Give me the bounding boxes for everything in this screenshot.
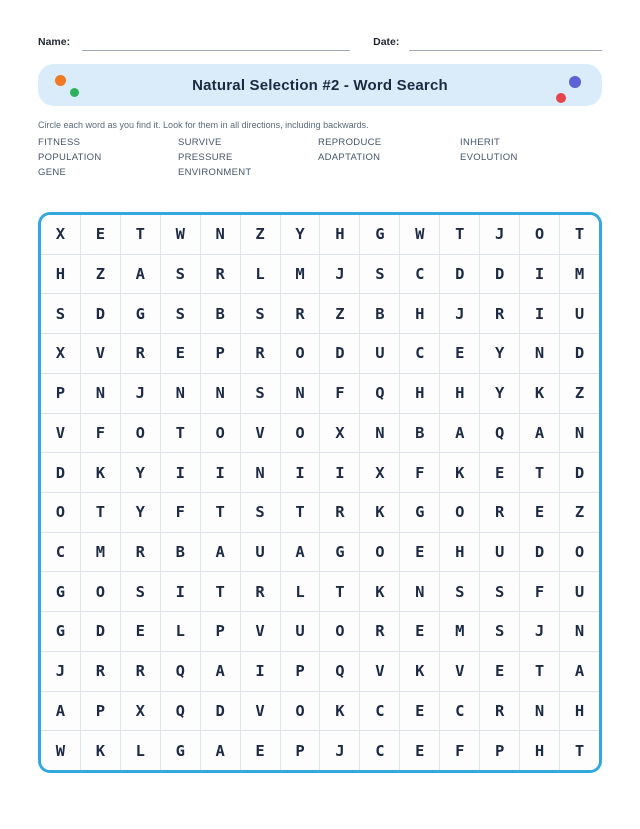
grid-cell[interactable]: N (520, 334, 559, 373)
grid-cell[interactable]: L (161, 612, 200, 651)
grid-cell[interactable]: O (360, 533, 399, 572)
grid-cell[interactable]: T (81, 493, 120, 532)
grid-cell[interactable]: N (281, 374, 320, 413)
grid-cell[interactable]: U (241, 533, 280, 572)
grid-cell[interactable]: G (400, 493, 439, 532)
grid-cell[interactable]: G (41, 572, 80, 611)
grid-cell[interactable]: N (241, 453, 280, 492)
grid-cell[interactable]: N (201, 215, 240, 254)
grid-cell[interactable]: A (121, 255, 160, 294)
grid-cell[interactable]: R (480, 294, 519, 333)
grid-cell[interactable]: K (320, 692, 359, 731)
grid-cell[interactable]: N (81, 374, 120, 413)
grid-cell[interactable]: D (81, 612, 120, 651)
grid-cell[interactable]: Q (161, 692, 200, 731)
grid-cell[interactable]: T (201, 493, 240, 532)
grid-cell[interactable]: Q (161, 652, 200, 691)
grid-cell[interactable]: O (560, 533, 599, 572)
grid-cell[interactable]: H (440, 374, 479, 413)
grid-cell[interactable]: N (360, 414, 399, 453)
grid-cell[interactable]: A (440, 414, 479, 453)
grid-cell[interactable]: R (241, 334, 280, 373)
grid-cell[interactable]: E (520, 493, 559, 532)
grid-cell[interactable]: F (440, 731, 479, 770)
grid-cell[interactable]: X (41, 334, 80, 373)
grid-cell[interactable]: L (241, 255, 280, 294)
grid-cell[interactable]: E (81, 215, 120, 254)
grid-cell[interactable]: O (41, 493, 80, 532)
grid-cell[interactable]: L (121, 731, 160, 770)
grid-cell[interactable]: I (161, 453, 200, 492)
grid-cell[interactable]: R (480, 493, 519, 532)
grid-cell[interactable]: C (360, 692, 399, 731)
grid-cell[interactable]: P (81, 692, 120, 731)
grid-cell[interactable]: H (520, 731, 559, 770)
grid-cell[interactable]: T (320, 572, 359, 611)
grid-cell[interactable]: T (560, 731, 599, 770)
grid-cell[interactable]: R (320, 493, 359, 532)
grid-cell[interactable]: T (121, 215, 160, 254)
grid-cell[interactable]: N (400, 572, 439, 611)
grid-cell[interactable]: E (121, 612, 160, 651)
grid-cell[interactable]: E (480, 652, 519, 691)
grid-cell[interactable]: Q (360, 374, 399, 413)
decor-dot-red-icon (556, 93, 566, 103)
grid-cell[interactable]: H (400, 374, 439, 413)
grid-cell[interactable]: W (400, 215, 439, 254)
page-title: Natural Selection #2 - Word Search (192, 76, 448, 94)
grid-cell[interactable]: C (400, 334, 439, 373)
word-item: ADAPTATION (318, 152, 381, 163)
word-list-column (38, 135, 178, 180)
grid-cell[interactable]: T (520, 453, 559, 492)
word-list-column (460, 135, 602, 180)
grid-cell[interactable]: X (121, 692, 160, 731)
grid-cell[interactable]: Z (320, 294, 359, 333)
grid-cell[interactable]: V (241, 692, 280, 731)
grid-cell[interactable]: K (81, 731, 120, 770)
grid-cell[interactable]: A (201, 731, 240, 770)
grid-cell[interactable]: R (281, 294, 320, 333)
grid-cell[interactable]: D (440, 255, 479, 294)
grid-cell[interactable]: H (400, 294, 439, 333)
grid-cell[interactable]: Y (480, 334, 519, 373)
grid-cell[interactable]: R (81, 652, 120, 691)
decor-dot-indigo-icon (569, 76, 581, 88)
decor-dot-orange-icon (55, 75, 66, 86)
grid-cell[interactable]: A (41, 692, 80, 731)
grid-cell[interactable]: O (201, 414, 240, 453)
grid-cell[interactable]: E (241, 731, 280, 770)
name-input-line[interactable] (82, 37, 350, 51)
grid-cell[interactable]: E (161, 334, 200, 373)
grid-cell[interactable]: J (41, 652, 80, 691)
word-item: GENE (38, 167, 67, 178)
grid-cell[interactable]: D (320, 334, 359, 373)
grid-cell[interactable]: I (241, 652, 280, 691)
grid-cell[interactable]: S (41, 294, 80, 333)
grid-cell[interactable]: M (440, 612, 479, 651)
grid-cell[interactable]: D (520, 533, 559, 572)
grid-cell[interactable]: U (360, 334, 399, 373)
grid-cell[interactable]: V (41, 414, 80, 453)
grid-cell[interactable]: S (241, 294, 280, 333)
grid-cell[interactable]: H (560, 692, 599, 731)
grid-cell[interactable]: M (560, 255, 599, 294)
grid-cell[interactable]: D (81, 294, 120, 333)
grid-cell[interactable]: O (440, 493, 479, 532)
grid-cell[interactable]: K (400, 652, 439, 691)
grid-cell[interactable]: C (360, 731, 399, 770)
word-item: PRESSURE (178, 152, 233, 163)
grid-cell[interactable]: S (121, 572, 160, 611)
word-list-column (318, 135, 460, 180)
grid-cell[interactable]: N (201, 374, 240, 413)
grid-cell[interactable]: R (121, 652, 160, 691)
grid-cell[interactable]: I (520, 255, 559, 294)
grid-cell[interactable]: K (360, 572, 399, 611)
grid-cell[interactable]: P (281, 731, 320, 770)
grid-cell[interactable]: T (281, 493, 320, 532)
grid-cell[interactable]: O (281, 692, 320, 731)
grid-cell[interactable]: J (520, 612, 559, 651)
grid-cell[interactable]: B (161, 533, 200, 572)
grid-cell[interactable]: R (201, 255, 240, 294)
word-item: SURVIVE (178, 137, 222, 148)
grid-cell[interactable]: E (480, 453, 519, 492)
grid-cell[interactable]: O (320, 612, 359, 651)
grid-cell[interactable]: J (121, 374, 160, 413)
grid-cell[interactable]: E (400, 612, 439, 651)
word-list (38, 135, 602, 180)
grid-cell[interactable]: X (360, 453, 399, 492)
grid-cell[interactable]: E (400, 692, 439, 731)
grid-cell[interactable]: V (81, 334, 120, 373)
grid-cell[interactable]: I (201, 453, 240, 492)
grid-cell[interactable]: R (480, 692, 519, 731)
word-item: ENVIRONMENT (178, 167, 252, 178)
grid-cell[interactable]: X (41, 215, 80, 254)
grid-cell[interactable]: P (201, 334, 240, 373)
grid-cell[interactable]: A (201, 652, 240, 691)
grid-cell[interactable]: V (241, 414, 280, 453)
grid-cell[interactable]: H (320, 215, 359, 254)
grid-cell[interactable]: S (480, 572, 519, 611)
grid-cell[interactable]: E (400, 731, 439, 770)
instructions-text: Circle each word as you find it. Look for them in all directions, including backwards. (38, 120, 369, 130)
name-label: Name: (38, 36, 71, 48)
grid-cell[interactable]: Y (281, 215, 320, 254)
grid-cell[interactable]: V (241, 612, 280, 651)
grid-cell[interactable]: C (440, 692, 479, 731)
grid-cell[interactable]: G (161, 731, 200, 770)
grid-cell[interactable]: Z (560, 493, 599, 532)
grid-cell[interactable]: B (360, 294, 399, 333)
grid-cell[interactable]: K (520, 374, 559, 413)
grid-cell[interactable]: R (121, 334, 160, 373)
grid-cell[interactable]: J (320, 255, 359, 294)
puzzle-grid (41, 215, 599, 770)
grid-cell[interactable]: G (360, 215, 399, 254)
date-label: Date: (373, 36, 400, 48)
grid-cell[interactable]: N (560, 414, 599, 453)
grid-cell[interactable]: J (440, 294, 479, 333)
grid-cell[interactable]: M (81, 533, 120, 572)
decor-dot-green-icon (70, 88, 79, 97)
grid-cell[interactable]: S (440, 572, 479, 611)
grid-cell[interactable]: T (440, 215, 479, 254)
name-date-row (38, 34, 602, 51)
grid-cell[interactable]: T (161, 414, 200, 453)
grid-cell[interactable]: G (121, 294, 160, 333)
grid-cell[interactable]: O (81, 572, 120, 611)
grid-cell[interactable]: C (41, 533, 80, 572)
grid-cell[interactable]: A (560, 652, 599, 691)
grid-cell[interactable]: T (560, 215, 599, 254)
grid-cell[interactable]: B (400, 414, 439, 453)
grid-cell[interactable]: E (400, 533, 439, 572)
grid-cell[interactable]: D (201, 692, 240, 731)
grid-cell[interactable]: I (281, 453, 320, 492)
grid-cell[interactable]: S (161, 255, 200, 294)
grid-cell[interactable]: U (560, 572, 599, 611)
grid-cell[interactable]: S (241, 374, 280, 413)
grid-cell[interactable]: K (360, 493, 399, 532)
grid-cell[interactable]: Y (121, 453, 160, 492)
grid-cell[interactable]: N (520, 692, 559, 731)
grid-cell[interactable]: N (560, 612, 599, 651)
grid-cell[interactable]: P (281, 652, 320, 691)
grid-cell[interactable]: O (281, 334, 320, 373)
grid-cell[interactable]: Y (121, 493, 160, 532)
grid-cell[interactable]: Y (480, 374, 519, 413)
word-item: POPULATION (38, 152, 102, 163)
grid-cell[interactable]: U (281, 612, 320, 651)
grid-cell[interactable]: Z (81, 255, 120, 294)
grid-cell[interactable]: I (520, 294, 559, 333)
title-banner (38, 64, 602, 106)
word-item: INHERIT (460, 137, 501, 148)
grid-cell[interactable]: S (161, 294, 200, 333)
grid-cell[interactable]: K (81, 453, 120, 492)
puzzle-grid-frame (38, 212, 602, 773)
grid-cell[interactable]: R (241, 572, 280, 611)
grid-cell[interactable]: F (320, 374, 359, 413)
grid-cell[interactable]: F (161, 493, 200, 532)
grid-cell[interactable]: T (520, 652, 559, 691)
grid-cell[interactable]: S (480, 612, 519, 651)
grid-cell[interactable]: H (440, 533, 479, 572)
grid-cell[interactable]: F (400, 453, 439, 492)
word-item: EVOLUTION (460, 152, 518, 163)
grid-cell[interactable]: R (121, 533, 160, 572)
grid-cell[interactable]: Q (320, 652, 359, 691)
grid-cell[interactable]: G (320, 533, 359, 572)
grid-cell[interactable]: A (281, 533, 320, 572)
grid-cell[interactable]: O (121, 414, 160, 453)
grid-cell[interactable]: T (201, 572, 240, 611)
grid-cell[interactable]: X (320, 414, 359, 453)
date-input-line[interactable] (409, 37, 602, 51)
word-item: FITNESS (38, 137, 81, 148)
grid-cell[interactable]: I (320, 453, 359, 492)
grid-cell[interactable]: U (480, 533, 519, 572)
grid-cell[interactable]: S (360, 255, 399, 294)
word-item: REPRODUCE (318, 137, 382, 148)
grid-cell[interactable]: C (400, 255, 439, 294)
grid-cell[interactable]: K (440, 453, 479, 492)
grid-cell[interactable]: Q (480, 414, 519, 453)
grid-cell[interactable]: V (440, 652, 479, 691)
grid-cell[interactable]: G (41, 612, 80, 651)
grid-cell[interactable]: B (201, 294, 240, 333)
grid-cell[interactable]: I (161, 572, 200, 611)
grid-cell[interactable]: L (281, 572, 320, 611)
grid-cell[interactable]: J (480, 215, 519, 254)
grid-cell[interactable]: P (480, 731, 519, 770)
grid-cell[interactable]: F (81, 414, 120, 453)
grid-cell[interactable]: D (480, 255, 519, 294)
grid-cell[interactable]: R (360, 612, 399, 651)
grid-cell[interactable]: U (560, 294, 599, 333)
grid-cell[interactable]: V (360, 652, 399, 691)
word-list-column (178, 135, 318, 180)
grid-cell[interactable]: S (241, 493, 280, 532)
grid-cell[interactable]: A (520, 414, 559, 453)
grid-cell[interactable]: Z (241, 215, 280, 254)
grid-cell[interactable]: O (281, 414, 320, 453)
grid-cell[interactable]: W (41, 731, 80, 770)
grid-cell[interactable]: E (440, 334, 479, 373)
grid-cell[interactable]: O (520, 215, 559, 254)
grid-cell[interactable]: P (41, 374, 80, 413)
grid-cell[interactable]: W (161, 215, 200, 254)
grid-cell[interactable]: F (520, 572, 559, 611)
grid-cell[interactable]: J (320, 731, 359, 770)
grid-cell[interactable]: P (201, 612, 240, 651)
grid-cell[interactable]: A (201, 533, 240, 572)
grid-cell[interactable]: H (41, 255, 80, 294)
grid-cell[interactable]: Z (560, 374, 599, 413)
grid-cell[interactable]: D (560, 453, 599, 492)
grid-cell[interactable]: M (281, 255, 320, 294)
grid-cell[interactable]: D (41, 453, 80, 492)
grid-cell[interactable]: D (560, 334, 599, 373)
grid-cell[interactable]: N (161, 374, 200, 413)
